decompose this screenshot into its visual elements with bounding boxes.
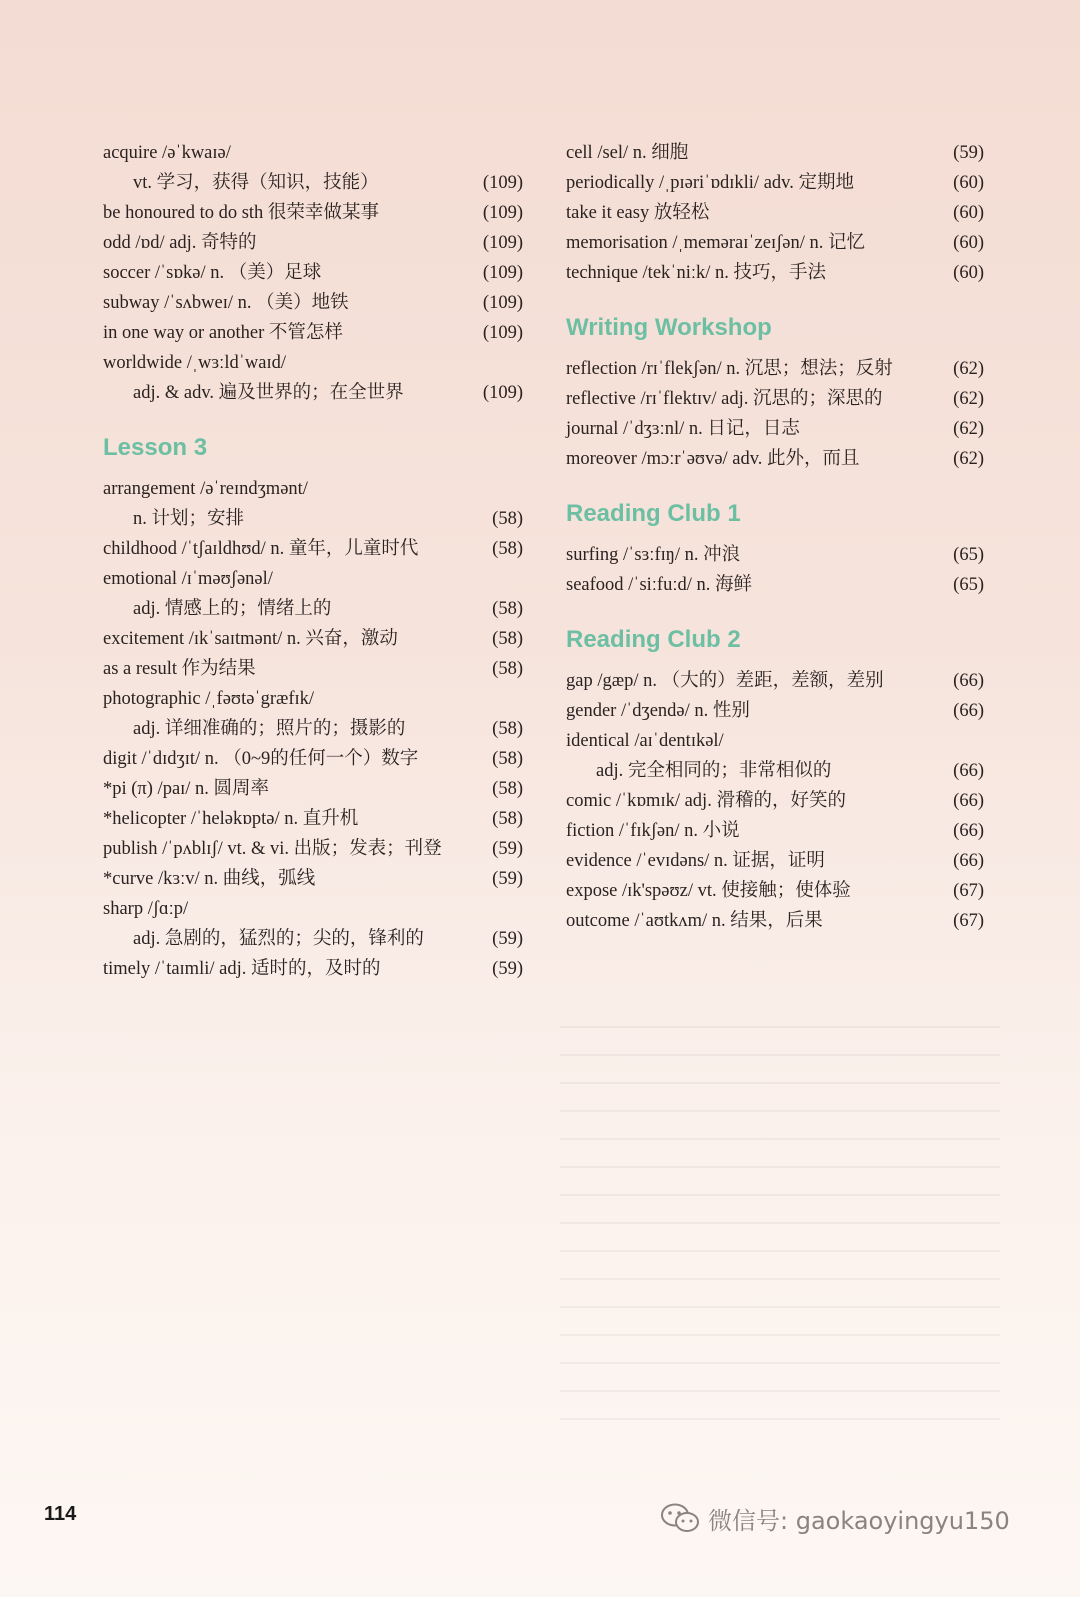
entry-text: *helicopter /ˈheləkɒptə/ n. 直升机 xyxy=(103,809,359,829)
entry-page-ref: (109) xyxy=(482,323,523,343)
entry-page-ref: (58) xyxy=(492,749,523,769)
entry-page-ref: (109) xyxy=(482,293,523,313)
entry-page-ref: (59) xyxy=(953,143,984,163)
entry-text: expose /ɪk'spəʊz/ vt. 使接触；使体验 xyxy=(566,881,851,901)
vocab-entry xyxy=(103,138,523,168)
entry-definition-line xyxy=(103,924,523,954)
entry-page-ref: (58) xyxy=(492,809,523,829)
vocab-entry xyxy=(566,696,984,726)
entry-page-ref: (109) xyxy=(482,263,523,283)
vocab-entry xyxy=(103,534,523,564)
entry-text: evidence /ˈevɪdəns/ n. 证据，证明 xyxy=(566,851,825,871)
vocab-entry xyxy=(566,570,984,600)
entry-text: n. 计划；安排 xyxy=(133,509,245,529)
vocab-entry xyxy=(566,876,984,906)
entry-page-ref: (62) xyxy=(953,359,984,379)
entry-page-ref: (109) xyxy=(482,383,523,403)
bleed-through-text xyxy=(560,1000,1000,1420)
vocab-entry xyxy=(566,354,984,384)
entry-text: cell /sel/ n. 细胞 xyxy=(566,143,689,163)
entry-page-ref: (60) xyxy=(953,233,984,253)
entry-page-ref: (109) xyxy=(482,233,523,253)
entry-text: adj. 完全相同的；非常相似的 xyxy=(596,761,832,781)
wechat-icon xyxy=(660,1502,700,1534)
vocab-entry xyxy=(103,198,523,228)
entry-page-ref: (66) xyxy=(953,791,984,811)
vocab-entry xyxy=(566,726,984,756)
entry-page-ref: (59) xyxy=(492,869,523,889)
entry-text: soccer /ˈsɒkə/ n. （美）足球 xyxy=(103,263,322,283)
vocab-entry xyxy=(103,654,523,684)
section-heading: Lesson 3 xyxy=(103,434,208,461)
entry-text: gender /ˈdʒendə/ n. 性别 xyxy=(566,701,750,721)
vocab-entry xyxy=(103,258,523,288)
vocab-entry xyxy=(566,258,984,288)
entry-page-ref: (67) xyxy=(953,881,984,901)
entry-page-ref: (59) xyxy=(492,929,523,949)
entry-text: in one way or another 不管怎样 xyxy=(103,323,343,343)
entry-text: be honoured to do sth 很荣幸做某事 xyxy=(103,203,379,223)
entry-text: timely /ˈtaɪmli/ adj. 适时的，及时的 xyxy=(103,959,381,979)
entry-page-ref: (67) xyxy=(953,911,984,931)
section-heading: Writing Workshop xyxy=(566,314,772,341)
entry-page-ref: (59) xyxy=(492,959,523,979)
vocab-column-left xyxy=(103,138,523,984)
entry-text: excitement /ɪkˈsaɪtmənt/ n. 兴奋，激动 xyxy=(103,629,398,649)
entry-page-ref: (58) xyxy=(492,719,523,739)
entry-definition-line xyxy=(103,168,523,198)
entry-text: vt. 学习，获得（知识，技能） xyxy=(133,173,379,193)
entry-definition-line xyxy=(103,378,523,408)
vocab-entry xyxy=(566,666,984,696)
entry-text: seafood /ˈsiːfuːd/ n. 海鲜 xyxy=(566,575,753,595)
entry-text: periodically /ˌpɪəriˈɒdɪkli/ adv. 定期地 xyxy=(566,173,854,193)
vocab-entry xyxy=(103,228,523,258)
entry-page-ref: (60) xyxy=(953,173,984,193)
entry-text: adj. & adv. 遍及世界的；在全世界 xyxy=(133,383,404,403)
vocab-entry xyxy=(566,540,984,570)
vocab-entry xyxy=(566,228,984,258)
vocab-entry xyxy=(103,474,523,504)
entry-text: memorisation /ˌmeməraɪˈzeɪʃən/ n. 记忆 xyxy=(566,233,865,253)
entry-text: emotional /ɪˈməʊʃənəl/ xyxy=(103,569,273,589)
entry-page-ref: (58) xyxy=(492,659,523,679)
vocab-entry xyxy=(103,864,523,894)
entry-page-ref: (66) xyxy=(953,701,984,721)
entry-text: reflection /rɪˈflekʃən/ n. 沉思；想法；反射 xyxy=(566,359,893,379)
watermark xyxy=(660,1500,1010,1536)
entry-text: take it easy 放轻松 xyxy=(566,203,710,223)
page-number: 114 xyxy=(44,1503,77,1525)
entry-text: comic /ˈkɒmɪk/ adj. 滑稽的，好笑的 xyxy=(566,791,846,811)
entry-page-ref: (65) xyxy=(953,545,984,565)
vocab-entry xyxy=(566,846,984,876)
entry-text: arrangement /əˈreɪndʒmənt/ xyxy=(103,479,308,499)
entry-text: moreover /mɔːrˈəʊvə/ adv. 此外，而且 xyxy=(566,449,860,469)
entry-text: outcome /ˈaʊtkʌm/ n. 结果，后果 xyxy=(566,911,823,931)
entry-text: journal /ˈdʒɜːnl/ n. 日记，日志 xyxy=(566,419,800,439)
entry-text: gap /gæp/ n. （大的）差距，差额，差别 xyxy=(566,671,884,691)
entry-page-ref: (62) xyxy=(953,389,984,409)
vocab-entry xyxy=(566,816,984,846)
entry-definition-line xyxy=(103,714,523,744)
entry-page-ref: (66) xyxy=(953,671,984,691)
vocab-entry xyxy=(103,348,523,378)
entry-text: photographic /ˌfəʊtəˈgræfɪk/ xyxy=(103,689,315,709)
vocab-entry xyxy=(566,198,984,228)
entry-page-ref: (58) xyxy=(492,539,523,559)
watermark-text: 微信号: gaokaoyingyu150 xyxy=(708,1506,1010,1535)
entry-text: fiction /ˈfɪkʃən/ n. 小说 xyxy=(566,821,740,841)
entry-text: *pi (π) /paɪ/ n. 圆周率 xyxy=(103,779,270,799)
entry-text: publish /ˈpʌblɪʃ/ vt. & vi. 出版；发表；刊登 xyxy=(103,839,442,859)
entry-page-ref: (58) xyxy=(492,629,523,649)
entry-text: acquire /əˈkwaɪə/ xyxy=(103,143,231,163)
vocab-entry xyxy=(566,906,984,936)
vocab-entry xyxy=(566,444,984,474)
section-heading: Reading Club 1 xyxy=(566,500,741,527)
entry-page-ref: (58) xyxy=(492,779,523,799)
vocab-entry xyxy=(566,384,984,414)
entry-page-ref: (109) xyxy=(482,173,523,193)
vocab-entry xyxy=(103,684,523,714)
entry-page-ref: (62) xyxy=(953,419,984,439)
entry-page-ref: (66) xyxy=(953,761,984,781)
entry-text: surfing /ˈsɜːfɪŋ/ n. 冲浪 xyxy=(566,545,741,565)
vocab-entry xyxy=(103,894,523,924)
entry-text: reflective /rɪˈflektɪv/ adj. 沉思的；深思的 xyxy=(566,389,883,409)
vocab-entry xyxy=(566,414,984,444)
entry-text: adj. 急剧的，猛烈的；尖的，锋利的 xyxy=(133,929,424,949)
vocab-entry xyxy=(103,288,523,318)
vocab-entry xyxy=(103,804,523,834)
entry-page-ref: (60) xyxy=(953,263,984,283)
entry-text: worldwide /ˌwɜːldˈwaɪd/ xyxy=(103,353,286,373)
entry-text: adj. 详细准确的；照片的；摄影的 xyxy=(133,719,406,739)
entry-page-ref: (60) xyxy=(953,203,984,223)
entry-page-ref: (58) xyxy=(492,509,523,529)
vocab-entry xyxy=(103,624,523,654)
vocab-entry xyxy=(566,786,984,816)
entry-text: *curve /kɜːv/ n. 曲线，弧线 xyxy=(103,869,316,889)
entry-definition-line xyxy=(103,504,523,534)
entry-text: digit /ˈdɪdʒɪt/ n. （0~9的任何一个）数字 xyxy=(103,749,419,769)
vocab-entry xyxy=(103,954,523,984)
entry-page-ref: (65) xyxy=(953,575,984,595)
entry-text: as a result 作为结果 xyxy=(103,659,256,679)
entry-page-ref: (59) xyxy=(492,839,523,859)
vocab-column-right xyxy=(566,138,984,936)
entry-definition-line xyxy=(566,756,984,786)
vocab-entry xyxy=(566,138,984,168)
vocab-entry xyxy=(103,564,523,594)
entry-definition-line xyxy=(103,594,523,624)
entry-page-ref: (109) xyxy=(482,203,523,223)
entry-page-ref: (66) xyxy=(953,821,984,841)
entry-text: technique /tekˈniːk/ n. 技巧，手法 xyxy=(566,263,826,283)
entry-text: childhood /ˈtʃaɪldhʊd/ n. 童年，儿童时代 xyxy=(103,539,419,559)
entry-text: sharp /ʃɑːp/ xyxy=(103,899,189,919)
vocab-entry xyxy=(103,834,523,864)
vocab-entry xyxy=(103,744,523,774)
entry-text: subway /ˈsʌbweɪ/ n. （美）地铁 xyxy=(103,293,349,313)
vocab-entry xyxy=(566,168,984,198)
vocab-entry xyxy=(103,774,523,804)
entry-text: identical /aɪˈdentɪkəl/ xyxy=(566,731,724,751)
vocab-entry xyxy=(103,318,523,348)
entry-text: adj. 情感上的；情绪上的 xyxy=(133,599,332,619)
entry-page-ref: (66) xyxy=(953,851,984,871)
section-heading: Reading Club 2 xyxy=(566,626,741,653)
entry-page-ref: (62) xyxy=(953,449,984,469)
entry-page-ref: (58) xyxy=(492,599,523,619)
entry-text: odd /ɒd/ adj. 奇特的 xyxy=(103,233,257,253)
